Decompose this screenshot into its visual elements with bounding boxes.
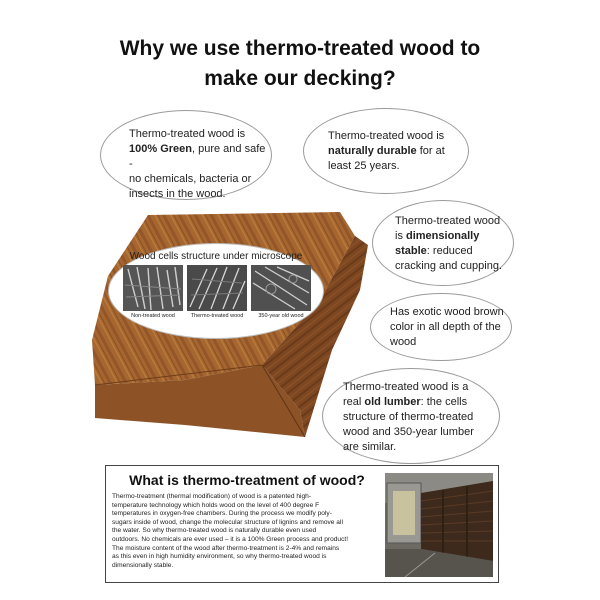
bubble-durable-line3: least 25 years. — [328, 160, 400, 172]
bubble-stable-line2-pre: is — [395, 230, 406, 242]
thermo-treatment-info-box — [105, 465, 499, 583]
info-line-4: sugars inside of wood, change the molecular structure of lignins and remove all — [112, 518, 343, 526]
bubble-green — [100, 110, 272, 200]
bubble-color-line2: color in all depth of the — [390, 321, 501, 333]
info-line-8: as this even in high humidity environment, so why thermo-treated wood is — [112, 553, 327, 561]
bubble-stable-line3: : reduced — [426, 245, 473, 257]
info-line-2: temperature technology which holds wood on the level of 400 degree F — [112, 501, 320, 509]
info-line-9: dimensionally stable. — [112, 561, 174, 569]
bubble-green-line4: insects in the wood. — [129, 188, 226, 200]
info-line-6: outdoors. No chemicals are ever used – it is a 100% Green process and product! — [112, 535, 349, 543]
bubble-durable-line1: Thermo-treated wood is — [328, 130, 445, 142]
bubble-stable-line1: Thermo-treated wood — [395, 215, 501, 227]
bubble-old-lumber — [322, 368, 500, 464]
bubble-durable-line2: for at — [416, 145, 445, 157]
micro-caption-3: 350-year old wood — [258, 313, 304, 319]
info-line-3: temperatures in oxygen-free chambers. During the process we modify poly- — [112, 510, 332, 518]
bubble-stable-bold2: stable — [395, 245, 427, 257]
microscope-panel — [108, 243, 324, 339]
thermo-chamber-photo — [385, 473, 493, 577]
bubble-old-lumber-line5: are similar. — [343, 441, 397, 453]
micro-image-350-year — [251, 265, 311, 311]
bubble-color-line1: Has exotic wood brown — [390, 306, 504, 318]
bubble-old-lumber-line2: : the cells — [420, 396, 468, 408]
bubble-durable-bold: naturally durable — [328, 145, 417, 157]
title-line-2: make our decking? — [204, 67, 396, 90]
bubble-old-lumber-line4: wood and 350-year lumber — [343, 426, 474, 438]
bubble-green-line1: Thermo-treated wood is — [129, 128, 246, 140]
microscope-title: Wood cells structure under microscope — [129, 251, 303, 262]
bubble-old-lumber-line2-pre: real — [343, 396, 365, 408]
title-line-1: Why we use thermo-treated wood to — [119, 37, 481, 60]
micro-image-thermo-treated — [187, 265, 247, 311]
info-box-text — [112, 493, 382, 570]
info-box-title: What is thermo-treatment of wood? — [129, 472, 365, 488]
info-line-7: The moisture content of the wood after thermo-treatment is 2-4% and remains — [112, 544, 340, 552]
info-line-5: the water. So why thermo-treated wood is naturally durable even used — [112, 527, 317, 535]
bubble-stable-bold1: dimensionally — [406, 230, 480, 242]
bubble-green-line3: no chemicals, bacteria or — [129, 173, 252, 185]
bubble-old-lumber-line1: Thermo-treated wood is a — [343, 381, 469, 393]
bubble-color — [370, 293, 512, 361]
bubble-green-bold: 100% Green — [129, 143, 192, 155]
info-line-1: Thermo-treatment (thermal modification) of wood is a patented high- — [112, 493, 312, 500]
bubble-stable-line4: cracking and cupping. — [395, 260, 503, 272]
bubble-old-lumber-bold: old lumber — [364, 396, 421, 408]
bubble-durable — [303, 108, 469, 194]
micro-caption-2: Thermo-treated wood — [190, 313, 244, 319]
micro-caption-1: Non-treated wood — [131, 313, 175, 319]
bubble-old-lumber-line3: structure of thermo-treated — [343, 411, 474, 423]
bubble-green-line2: , pure and safe - — [129, 143, 266, 170]
bubble-color-line3: wood — [390, 336, 417, 348]
micro-image-non-treated — [123, 265, 183, 311]
bubble-stable — [372, 200, 514, 286]
